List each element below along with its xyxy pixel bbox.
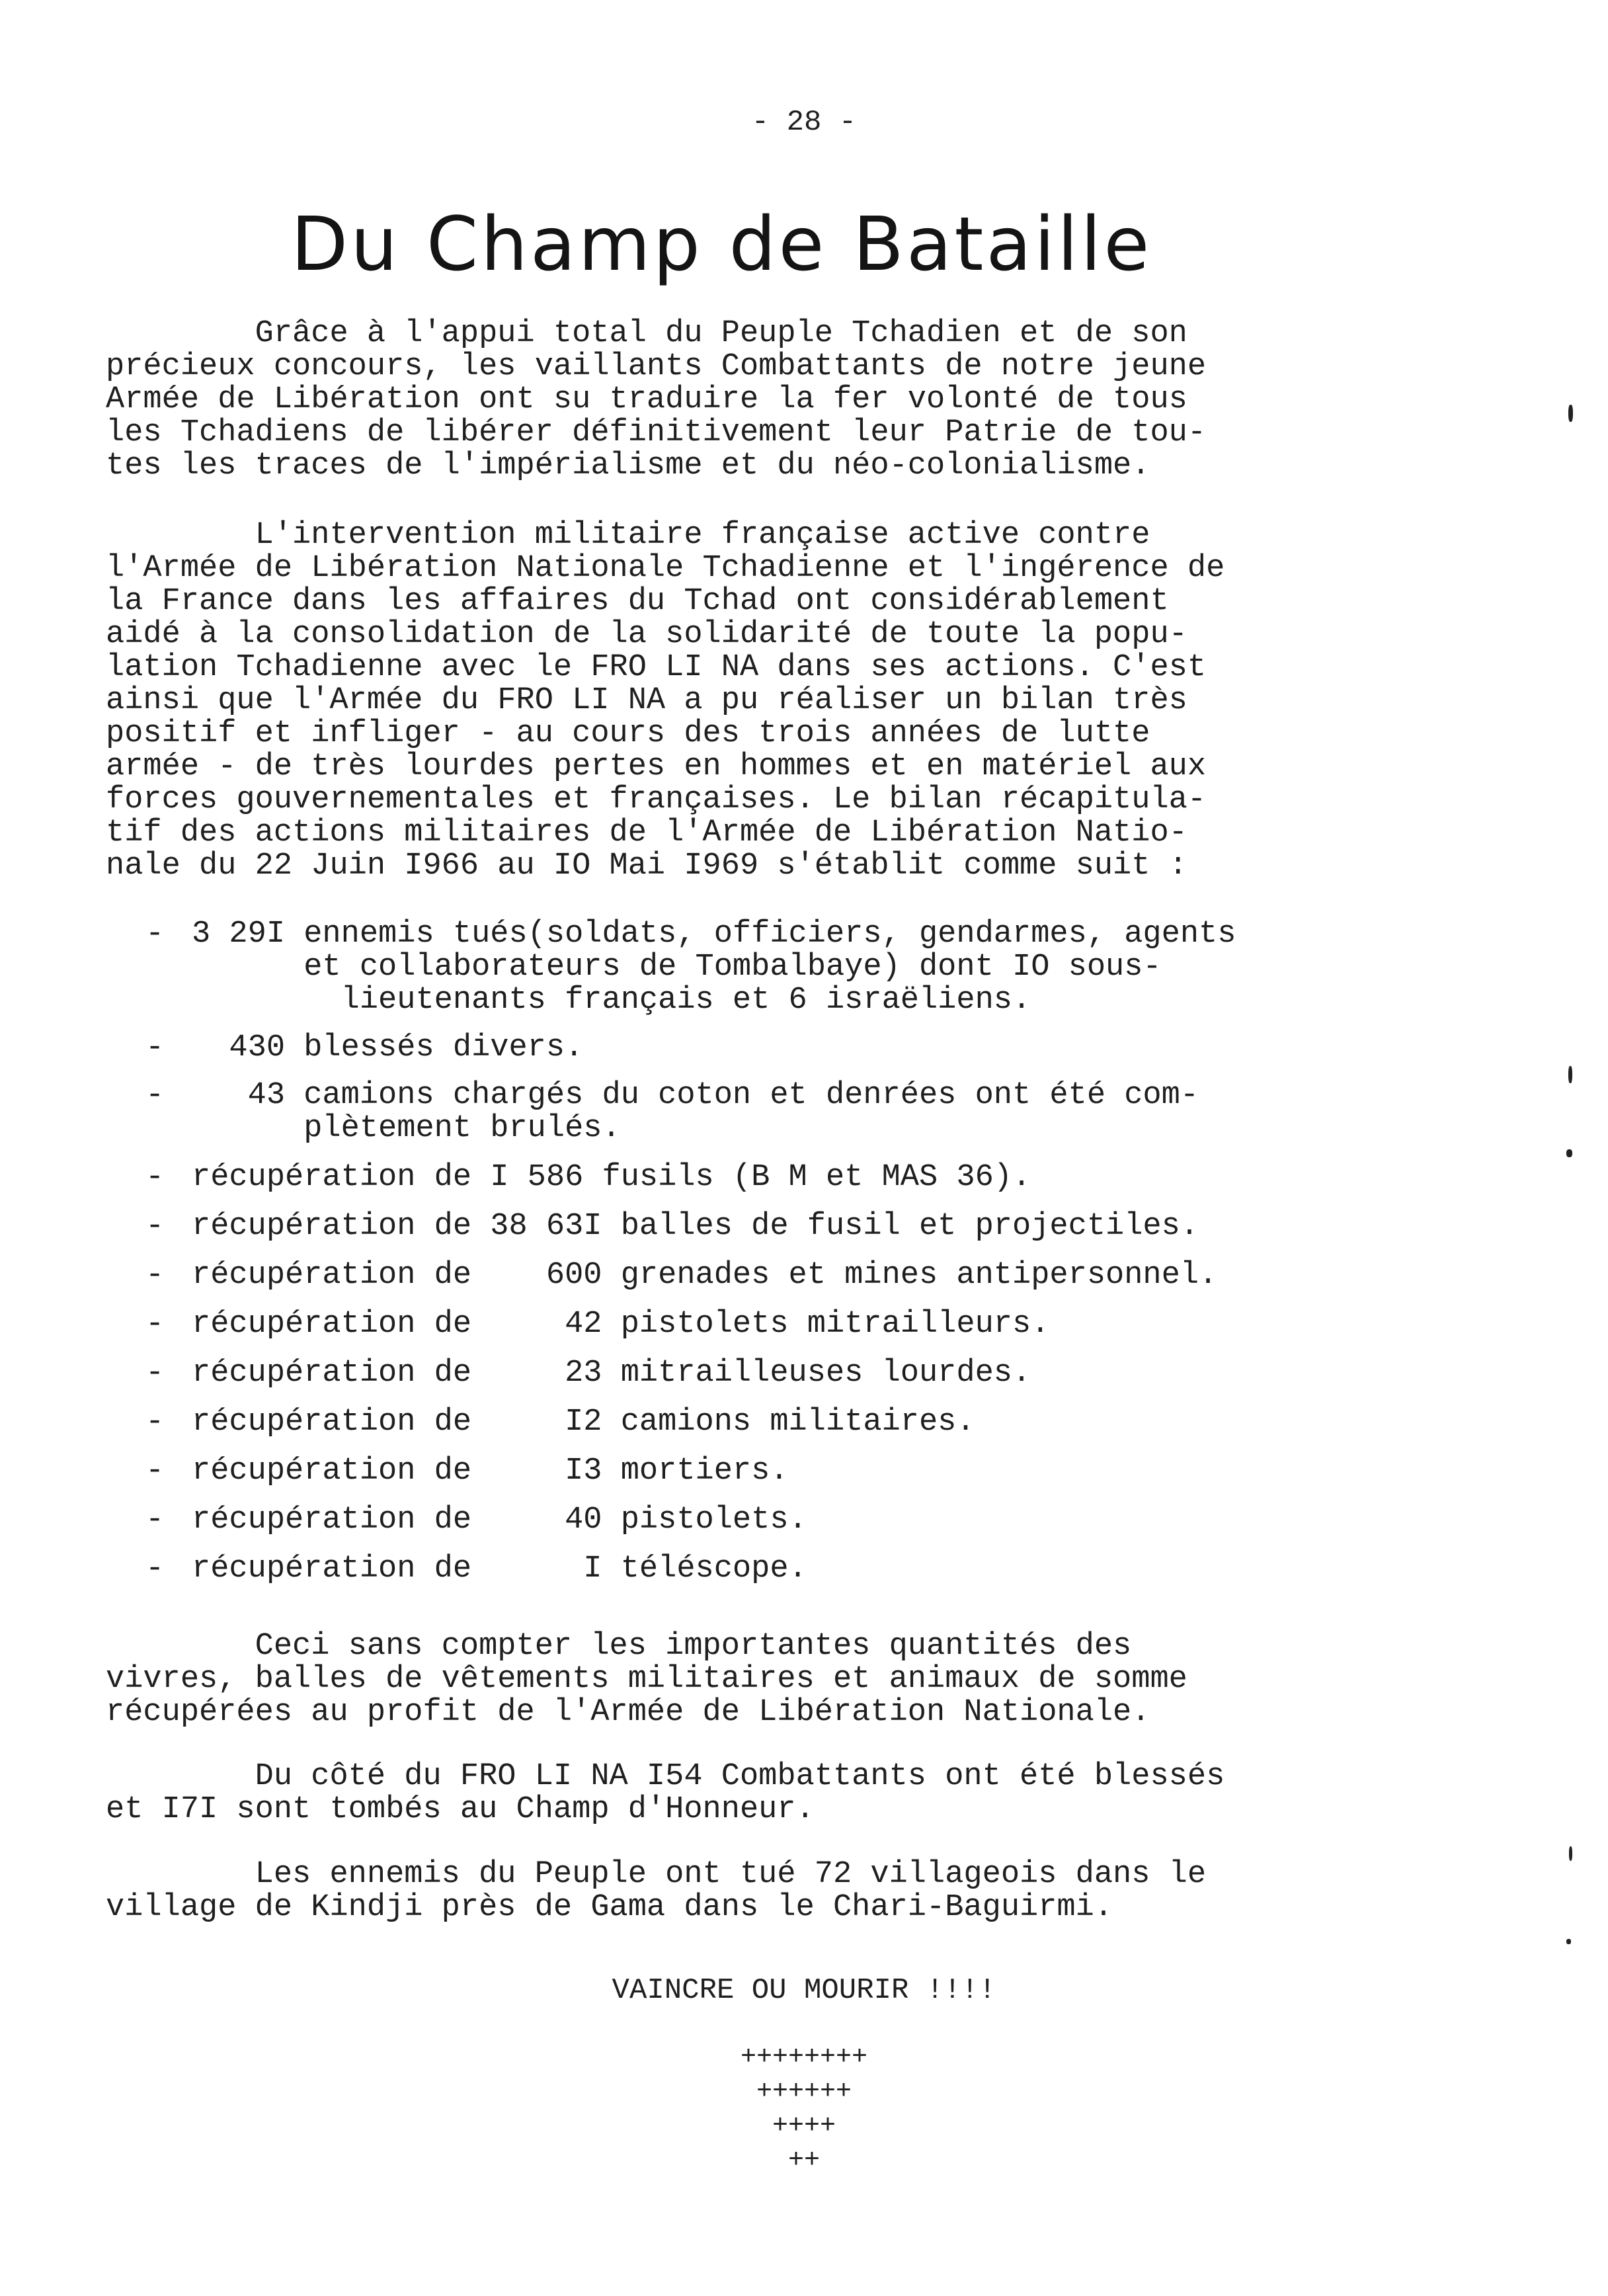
- list-item-text: récupération de I 586 fusils (B M et MAS 36).: [192, 1160, 1031, 1195]
- page-number: - 28 -: [751, 106, 857, 139]
- margin-mark: [1568, 405, 1573, 422]
- list-dash: -: [145, 1551, 165, 1586]
- list-dash: -: [145, 1454, 165, 1489]
- results-list: [145, 918, 1336, 1586]
- list-dash: -: [145, 1160, 165, 1195]
- list-item: [145, 1504, 1336, 1537]
- margin-mark: [1566, 1149, 1572, 1157]
- list-item: [145, 1406, 1336, 1439]
- list-dash: -: [145, 1405, 165, 1440]
- list-item: [145, 1553, 1336, 1586]
- list-dash: -: [145, 917, 165, 952]
- ornament-row: ++++: [772, 2112, 836, 2141]
- margin-mark: [1568, 1066, 1572, 1083]
- margin-mark: [1566, 1939, 1571, 1944]
- list-item-text: 43 camions chargés du coton et denrées ont été com- plètement brulés.: [247, 1078, 1199, 1146]
- ornament-row: ++++++: [756, 2077, 852, 2107]
- list-dash: -: [145, 1502, 165, 1538]
- list-item: [145, 1079, 1336, 1145]
- margin-mark: [1569, 1846, 1572, 1861]
- list-dash: -: [145, 1307, 165, 1342]
- intervention-paragraph: L'intervention militaire française active contre l'Armée de Libération Nationale Tchadienne et l'ingérence de la France dans les affaires du Tchad ont considérablement aidé à la consolidation de la solidarité de toute la popu- lation Tchadienne avec le FRO LI NA dans ses actions. C'est ainsi que l'Armée du FRO LI NA a pu réaliser un bilan très positif et infliger - au cours des trois années de lutte armée - de très lourdes pertes en hommes et en matériel aux forces gouvernementales et françaises. Le bilan récapitula- tif des actions militaires de l'Armée de Libération Natio- nale du 22 Juin I966 au IO Mai I969 s'établit comme suit :: [106, 518, 1225, 883]
- list-dash: -: [145, 1356, 165, 1391]
- ornament-row: ++: [787, 2146, 820, 2176]
- list-item-text: récupération de 23 mitrailleuses lourdes.: [192, 1356, 1031, 1391]
- list-item: [145, 1032, 1336, 1065]
- intro-paragraph: Grâce à l'appui total du Peuple Tchadien et de son précieux concours, les vaillants Combattants de notre jeune Armée de Libération ont su traduire la fer volonté de tous les Tchadiens de libérer définitivement leur Patrie de tou- tes les traces de l'impérialisme et du néo-colonialisme.: [106, 316, 1207, 483]
- list-item-text: récupération de 38 63I balles de fusil et projectiles.: [192, 1209, 1199, 1244]
- list-dash: -: [145, 1030, 165, 1065]
- list-dash: -: [145, 1078, 165, 1113]
- list-item: [145, 1259, 1336, 1292]
- list-item-text: récupération de 40 pistolets.: [192, 1502, 807, 1538]
- list-item-text: récupération de I2 camions militaires.: [192, 1405, 975, 1440]
- list-item: [145, 1357, 1336, 1390]
- list-item: [145, 1455, 1336, 1488]
- page-title: Du Champ de Bataille: [291, 202, 1152, 288]
- losses-paragraph: Du côté du FRO LI NA I54 Combattants ont été blessés et I7I sont tombés au Champ d'Honneur.: [106, 1759, 1225, 1827]
- villagers-paragraph: Les ennemis du Peuple ont tué 72 villageois dans le village de Kindji près de Gama dans le Chari-Baguirmi.: [106, 1857, 1207, 1925]
- list-item: [145, 1210, 1336, 1243]
- list-item-text: récupération de 600 grenades et mines antipersonnel.: [192, 1258, 1218, 1293]
- uncounted-paragraph: Ceci sans compter les importantes quantités des vivres, balles de vêtements militaires et animaux de somme récupérées au profit de l'Armée de Libération Nationale.: [106, 1629, 1187, 1730]
- list-item-text: récupération de I3 mortiers.: [192, 1454, 789, 1489]
- list-item-text: récupération de 42 pistolets mitrailleurs.: [192, 1307, 1050, 1342]
- list-item-text: 3 29I ennemis tués(soldats, officiers, gendarmes, agents et collaborateurs de Tombalbaye) dont IO sous- lieutenants français et 6 israëliens.: [192, 917, 1236, 1018]
- list-item-text: récupération de I téléscope.: [192, 1551, 807, 1586]
- list-item-text: 430 blessés divers.: [192, 1030, 584, 1065]
- list-item: [145, 918, 1336, 1017]
- motto: VAINCRE OU MOURIR !!!!: [612, 1974, 996, 2007]
- list-item: [145, 1161, 1336, 1194]
- list-dash: -: [145, 1258, 165, 1293]
- list-dash: -: [145, 1209, 165, 1244]
- ornament-row: ++++++++: [740, 2043, 868, 2072]
- list-item: [145, 1308, 1336, 1341]
